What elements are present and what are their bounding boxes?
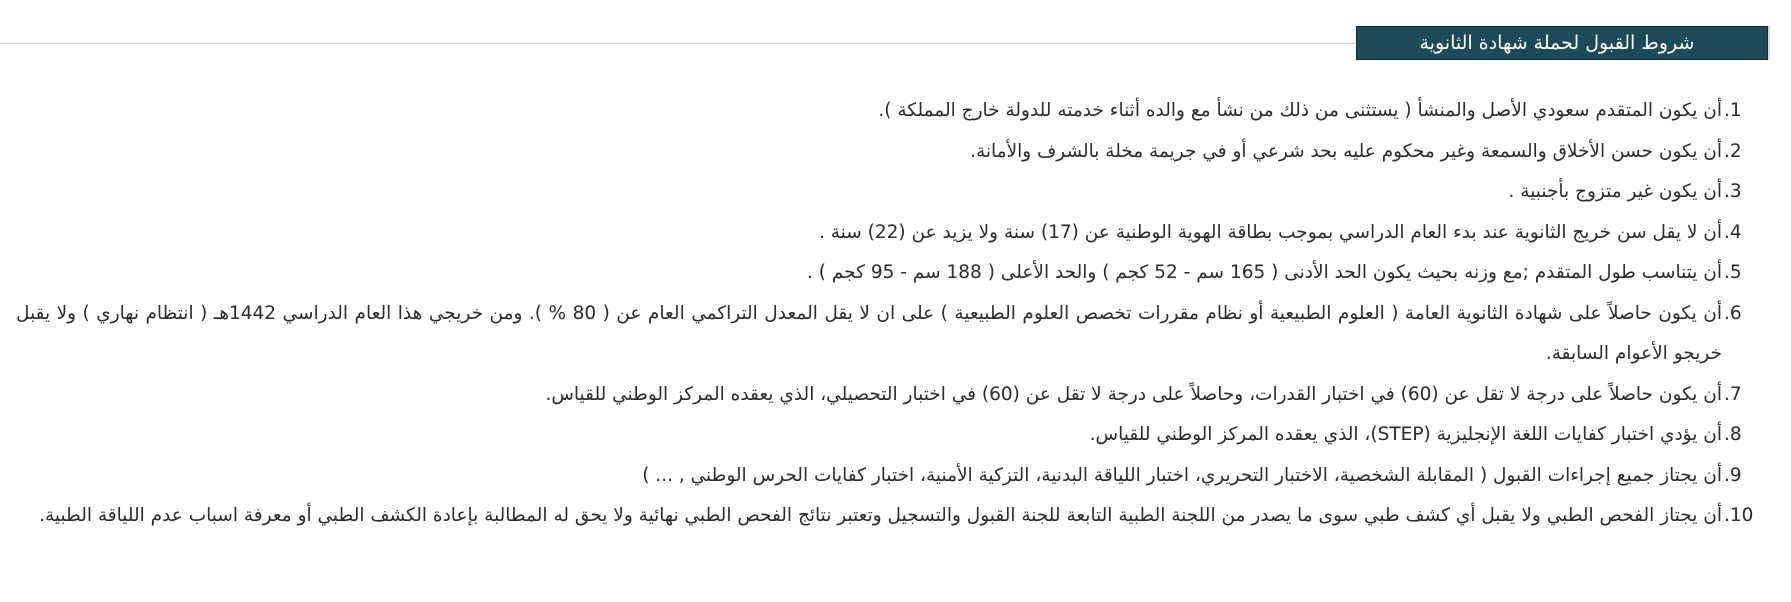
section-title: شروط القبول لحملة شهادة الثانوية bbox=[1356, 26, 1768, 60]
condition-text: أن يجتاز جميع إجراءات القبول ( المقابلة الشخصية، الاختبار التحريري، اختبار اللياقة البدنية، التزكية الأمنية، اختبار كفايات الحرس الوطني , ... ) bbox=[642, 464, 1722, 486]
condition-item-2 bbox=[16, 132, 1756, 173]
condition-item-1 bbox=[16, 91, 1756, 132]
condition-number: 1. bbox=[1724, 100, 1742, 121]
condition-item-5 bbox=[16, 253, 1756, 294]
condition-number: 8. bbox=[1724, 424, 1742, 445]
condition-number: 3. bbox=[1724, 181, 1742, 202]
condition-number: 10. bbox=[1724, 505, 1754, 526]
condition-item-8 bbox=[16, 415, 1756, 456]
condition-number: 2. bbox=[1724, 140, 1742, 162]
section-title-edge bbox=[1768, 26, 1770, 60]
condition-text: أن يكون المتقدم سعودي الأصل والمنشأ ( يستثنى من ذلك من نشأ مع والده أثناء خدمته للدولة خارج المملكة ). bbox=[878, 100, 1722, 121]
condition-item-6 bbox=[16, 294, 1756, 375]
condition-text: أن يكون حاصلاً على شهادة الثانوية العامة ( العلوم الطبيعية أو نظام مقررات تخصص العلوم الطبيعية ) على ان لا يقل المعدل التراكمي العام عن ( 80 % ). ومن خريجي هذا العام الدراسي 1442هـ ( انتظام نهاري ) ولا يقبل خريجو الأعوام السابقة. bbox=[16, 302, 1722, 364]
condition-number: 4. bbox=[1724, 221, 1742, 243]
condition-item-3 bbox=[16, 172, 1756, 213]
condition-text: أن يكون غير متزوج بأجنبية . bbox=[1508, 181, 1722, 202]
condition-number: 9. bbox=[1724, 464, 1742, 486]
condition-item-7 bbox=[16, 375, 1756, 416]
section-divider-line bbox=[0, 43, 1355, 44]
admission-conditions-list bbox=[16, 91, 1756, 537]
condition-item-10 bbox=[16, 496, 1756, 537]
condition-item-9 bbox=[16, 456, 1756, 497]
condition-number: 7. bbox=[1724, 383, 1742, 405]
condition-text: أن يؤدي اختبار كفايات اللغة الإنجليزية (STEP)، الذي يعقده المركز الوطني للقياس. bbox=[1089, 424, 1722, 445]
condition-number: 6. bbox=[1724, 302, 1742, 324]
condition-item-4 bbox=[16, 213, 1756, 254]
condition-text: أن يكون حاصلاً على درجة لا تقل عن (60) في اختبار القدرات، وحاصلاً على درجة لا تقل عن (60) في اختبار التحصيلي، الذي يعقده المركز الوطني للقياس. bbox=[545, 383, 1722, 405]
condition-text: أن يتناسب طول المتقدم ;مع وزنه بحيث يكون الحد الأدنى ( 165 سم - 52 كجم ) والحد الأعلى ( 188 سم - 95 كجم ) . bbox=[807, 262, 1722, 283]
condition-number: 5. bbox=[1724, 262, 1742, 283]
condition-text: أن يكون حسن الأخلاق والسمعة وغير محكوم عليه بحد شرعي أو في جريمة مخلة بالشرف والأمانة. bbox=[970, 140, 1722, 162]
condition-text: أن لا يقل سن خريج الثانوية عند بدء العام الدراسي بموجب بطاقة الهوية الوطنية عن (17) سنة ولا يزيد عن (22) سنة . bbox=[818, 221, 1722, 243]
condition-text: أن يجتاز الفحص الطبي ولا يقبل أي كشف طبي سوى ما يصدر من اللجنة الطبية التابعة للجنة القبول والتسجيل وتعتبر نتائج الفحص الطبي نهائية ولا يحق له المطالبة بإعادة الكشف الطبي أو معرفة اسباب عدم اللياقة الطبية. bbox=[39, 505, 1722, 526]
